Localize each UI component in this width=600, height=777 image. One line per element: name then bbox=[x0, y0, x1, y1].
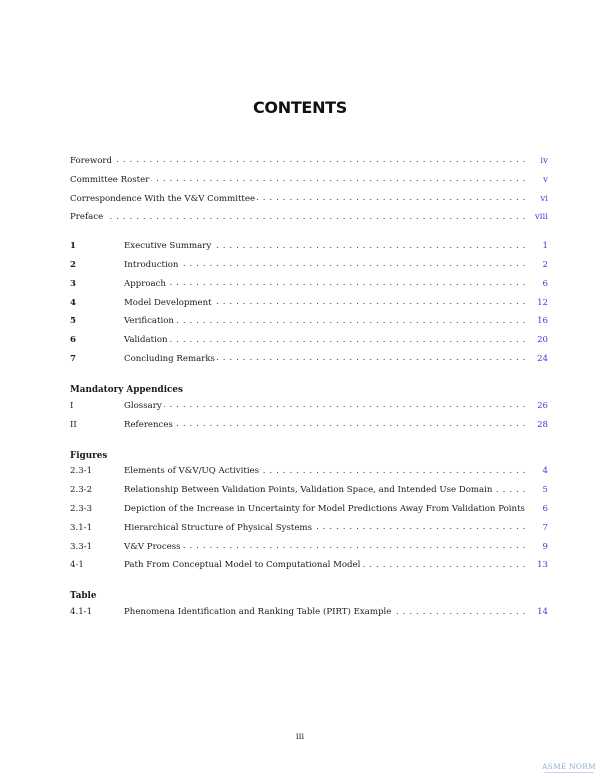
section-number: 1 bbox=[70, 241, 76, 252]
toc-entry-label: Correspondence With the V&V Committee bbox=[70, 193, 256, 204]
watermark-underline bbox=[544, 772, 594, 773]
toc-page-link[interactable]: 13 bbox=[537, 560, 548, 571]
toc-entry-label: Phenomena Identification and Ranking Table (PIRT) Example bbox=[124, 607, 392, 618]
toc-page-link[interactable]: 24 bbox=[537, 354, 548, 365]
toc-entry-label: Executive Summary bbox=[124, 241, 212, 252]
dot-leader bbox=[214, 298, 526, 308]
toc-page-link[interactable]: viii bbox=[534, 212, 548, 223]
toc-section-6[interactable] bbox=[70, 331, 548, 350]
toc-entry-label: Hierarchical Structure of Physical Systems bbox=[124, 522, 312, 533]
toc-page-link[interactable]: vi bbox=[540, 193, 548, 204]
toc-entry-label: Model Development bbox=[124, 297, 212, 308]
dot-leader bbox=[180, 260, 526, 270]
toc-page-link[interactable]: 2 bbox=[542, 260, 548, 271]
figure-number: 2.3-2 bbox=[70, 485, 93, 496]
tables-heading: Table bbox=[70, 591, 97, 602]
toc-page-link[interactable]: 6 bbox=[542, 278, 548, 289]
toc-page-link[interactable]: 1 bbox=[542, 241, 548, 252]
toc-page-link[interactable]: iv bbox=[540, 156, 548, 167]
toc-entry-label: Relationship Between Validation Points, Validation Space, and Intended Use Domain bbox=[124, 485, 493, 496]
toc-entry-label: Foreword bbox=[70, 156, 112, 167]
toc-figure-2-3-3[interactable] bbox=[70, 500, 548, 519]
toc-figure-2-3-1[interactable] bbox=[70, 462, 548, 481]
section-number: 6 bbox=[70, 335, 76, 346]
dot-leader bbox=[175, 420, 526, 430]
toc-entry-label: Introduction bbox=[124, 260, 179, 271]
toc-entry-label: Path From Conceptual Model to Computational Model bbox=[124, 560, 361, 571]
toc-appendix-i[interactable] bbox=[70, 397, 548, 416]
figure-number: 2.3-1 bbox=[70, 466, 93, 477]
dot-leader bbox=[151, 175, 526, 185]
dot-leader bbox=[170, 336, 526, 346]
dot-leader bbox=[183, 542, 526, 552]
dot-leader bbox=[213, 242, 526, 252]
toc-page-link[interactable]: v bbox=[543, 174, 548, 185]
toc-section-3[interactable] bbox=[70, 275, 548, 294]
toc-figure-3-1-1[interactable] bbox=[70, 519, 548, 538]
spacer bbox=[70, 227, 548, 237]
toc-page-link[interactable]: 9 bbox=[542, 541, 548, 552]
dot-leader bbox=[168, 279, 526, 289]
toc-page-link[interactable]: 16 bbox=[537, 316, 548, 327]
page-title: CONTENTS bbox=[252, 98, 347, 117]
figures-heading: Figures bbox=[70, 450, 108, 461]
toc-appendix-ii[interactable] bbox=[70, 416, 548, 435]
toc-figure-4-1[interactable] bbox=[70, 556, 548, 575]
toc-page-link[interactable]: 5 bbox=[542, 485, 548, 496]
dot-leader bbox=[164, 401, 526, 411]
toc-entry-committee-roster[interactable] bbox=[70, 171, 548, 190]
dot-leader bbox=[494, 486, 526, 496]
figure-number: 4-1 bbox=[70, 560, 84, 571]
toc-section-2[interactable] bbox=[70, 256, 548, 275]
dot-leader bbox=[261, 467, 526, 477]
toc-page-link[interactable]: 12 bbox=[537, 297, 548, 308]
dot-leader bbox=[217, 354, 526, 364]
toc-section-7[interactable] bbox=[70, 350, 548, 369]
dot-leader bbox=[393, 608, 526, 618]
toc-entry-label: Depiction of the Increase in Uncertainty for Model Predictions Away From Validation Points bbox=[124, 504, 525, 515]
toc-page-link[interactable]: 28 bbox=[537, 419, 548, 430]
toc-entry-label: Preface bbox=[70, 212, 104, 223]
toc-section-4[interactable] bbox=[70, 294, 548, 313]
figure-number: 3.1-1 bbox=[70, 522, 93, 533]
dot-leader bbox=[176, 317, 526, 327]
page-number: iii bbox=[295, 732, 305, 742]
table-of-contents bbox=[70, 152, 548, 622]
spacer bbox=[70, 434, 548, 444]
table-number: 4.1-1 bbox=[70, 607, 93, 618]
toc-figure-3-3-1[interactable] bbox=[70, 538, 548, 557]
appendices-heading: Mandatory Appendices bbox=[70, 384, 183, 395]
toc-entry-label: Concluding Remarks bbox=[124, 354, 215, 365]
figure-number: 3.3-1 bbox=[70, 541, 93, 552]
toc-page-link[interactable]: 6 bbox=[542, 504, 548, 515]
toc-entry-label: References bbox=[124, 419, 173, 430]
toc-entry-label: Validation bbox=[124, 335, 168, 346]
toc-page-link[interactable]: 14 bbox=[537, 607, 548, 618]
toc-page-link[interactable]: 26 bbox=[537, 400, 548, 411]
toc-entry-preface[interactable] bbox=[70, 208, 548, 227]
toc-page-link[interactable]: 20 bbox=[537, 335, 548, 346]
toc-section-1[interactable] bbox=[70, 237, 548, 256]
appendix-number: I bbox=[70, 400, 74, 411]
toc-figure-2-3-2[interactable] bbox=[70, 481, 548, 500]
figure-number: 2.3-3 bbox=[70, 504, 93, 515]
toc-table-4-1-1[interactable] bbox=[70, 603, 548, 622]
toc-section-5[interactable] bbox=[70, 312, 548, 331]
toc-page-link[interactable]: 7 bbox=[542, 522, 548, 533]
dot-leader bbox=[105, 213, 526, 223]
section-number: 3 bbox=[70, 278, 76, 289]
toc-entry-correspondence[interactable] bbox=[70, 190, 548, 209]
dot-leader bbox=[362, 561, 526, 571]
section-number: 2 bbox=[70, 260, 76, 271]
toc-entry-label: V&V Process bbox=[124, 541, 181, 552]
dot-leader bbox=[314, 523, 526, 533]
spacer bbox=[70, 575, 548, 585]
dot-leader bbox=[114, 156, 526, 166]
section-number: 4 bbox=[70, 297, 76, 308]
toc-entry-label: Committee Roster bbox=[70, 174, 150, 185]
toc-entry-foreword[interactable] bbox=[70, 152, 548, 171]
toc-entry-label: Glossary bbox=[124, 400, 162, 411]
appendix-number: II bbox=[70, 419, 77, 430]
section-number: 7 bbox=[70, 354, 76, 365]
toc-entry-label: Verification bbox=[124, 316, 174, 327]
watermark-logo: ASME NORM bbox=[542, 762, 596, 771]
toc-page-link[interactable]: 4 bbox=[542, 466, 548, 477]
toc-entry-label: Elements of V&V/UQ Activities bbox=[124, 466, 260, 477]
toc-entry-label: Approach bbox=[124, 278, 166, 289]
dot-leader bbox=[257, 194, 526, 204]
section-number: 5 bbox=[70, 316, 76, 327]
spacer bbox=[70, 369, 548, 379]
